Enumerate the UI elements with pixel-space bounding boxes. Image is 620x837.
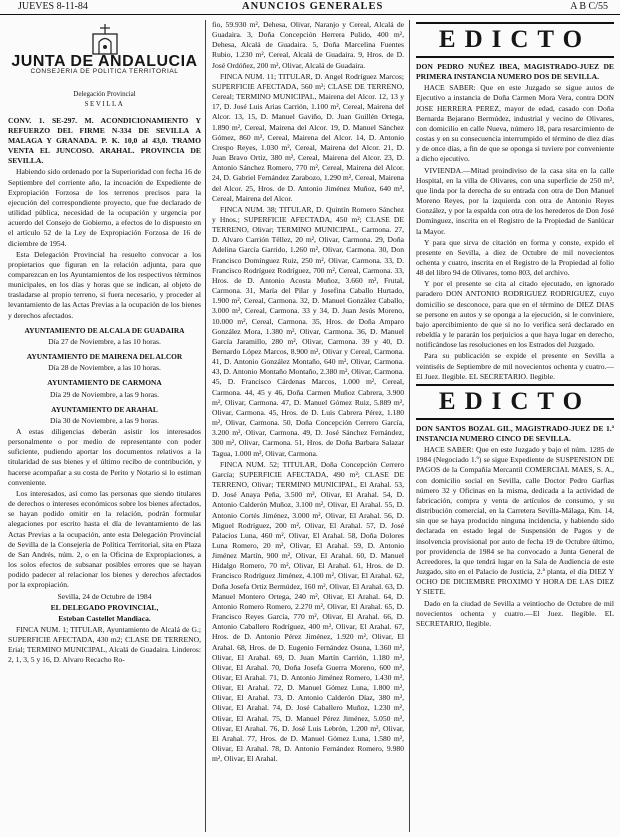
paragraph: HACE SABER: Que en este Juzgado y bajo el núm. 1285 de 1984 (Negociado 1.º) se sigue Expediente de SUSPENSION DE PAGOS de la Compañía Mercantil COMERCIAL MAES, S. A., con domicilio social en Sevilla, calle Doctor Pedro Garfias número 32 y Oficinas en la misma, dedicada a la actividad de fabricación, compra y venta de artículos de consumo, y su distribución comercial, en la Carretera Sevilla-Málaga, Km. 14, sin que se haya producido ninguna incidencia, y habiendo sido declarada en estado legal de Suspensión de Pagos y de insolvencia provisional por auto de fecha 19 de Octubre último, por providencia de 1984 se ha convocado a Junta General de Acreedores, la que tendrá lugar en la Sala de Audiencia de este Juzgado, sito en el Palacio de Justicia, 2.ª planta, el día DIEZ Y OCHO DE DICIEMBRE PROXIMO Y HORA DE LAS DIEZ Y SIETE. bbox=[416, 445, 614, 597]
ayuntamiento-name: AYUNTAMIENTO DE ARAHAL bbox=[51, 404, 158, 414]
paragraph: Para su publicación se expide el presente en Sevilla a veintiséis de Septiembre de mil novecientos ochenta y cuatro.—El Juez. Ilegible. EL SECRETARIO. Ilegible. bbox=[416, 351, 614, 381]
ayuntamiento-name: AYUNTAMIENTO DE MAIRENA DEL ALCOR bbox=[26, 352, 183, 362]
header-section-title: ANUNCIOS GENERALES bbox=[242, 1, 384, 12]
ayuntamiento-date: Día 29 de Noviembre, a las 9 horas. bbox=[49, 389, 160, 399]
ayuntamiento-date: Día 30 de Noviembre, a las 9 horas. bbox=[49, 415, 160, 425]
paragraph: Esta Delegación Provincial ha resuelto convocar a los propietarios que figuran en la relación adjunta, para que comparezcan en los Ayuntamientos de los respectivos términos municipales, en los días y horas que se indican, al objeto de trasladarse al propio terreno, si fuera necesario, y proceder al levantamiento de las Actas Previas a la ocupación de los bienes y derechos afectados. bbox=[8, 249, 201, 320]
column-divider bbox=[205, 20, 206, 832]
consejeria-name: CONSEJERIA DE POLITICA TERRITORIAL bbox=[30, 68, 179, 76]
edicto-title: EDICTO bbox=[416, 22, 614, 58]
paragraph: Los interesados, así como las personas que siendo titulares de derechos o intereses económicos sobre los bienes afectados, se hayan podido omitir en la relación, podrán formular alegaciones por escrito hasta el día de levantamiento de las Actas Previas a la ocupación, ante esta Delegación Provincial de Sevilla de la Consejería de Política Territorial, sita en Plaza de San Andrés, núm. 2, o en la Oficina de Expropiaciones, a los solos efectos de subsanar posibles errores que se hayan podido padecer al relacionar los bienes y derechos afectados por la expropiación. bbox=[8, 488, 201, 590]
page-header bbox=[0, 0, 620, 15]
column-middle bbox=[212, 20, 404, 832]
paragraph: Habiendo sido ordenado por la Superioridad con fecha 16 de Septiembre del corriente año, la incoación de Expediente de Expropiación Forzosa de los terrenos precisos para la ejecución del correspondiente proyecto, que fue declarado de utilidad pública, necesidad de la ocupación y urgencia por acuerdo del Consejo de Gobierno, a efectos de lo dispuesto en el artículo 52 de la Ley de Expropiación Forzosa de 16 de diciembre de 1954. bbox=[8, 167, 201, 248]
paragraph: FINCA NUM. 38; TITULAR, D. Quintín Romero Sánchez y Hnos.; SUPERFICIE AFECTADA, 450 m²; CLASE DE TERRENO, Olivar; TERMINO MUNICIPAL, Carmona. 27, D. Alvaro Carrión Téllez, 20 m², Olivar, Carmona. 29, Doña Adelina García Garrido, 1.260 m², Olivar, Carmona. 30, Don Francisco Domínguez Ruiz, 250 m², Olivar, Carmona. 33, D. Francisco Rodríguez Rodríguez, 700 m², Cereal, Carmona. 33, Hros. de D. Antonio Acosta Muñoz, 3.660 m², Frutal, Carmona. 31, María del Pilar y Josefina Caballo Hurtado, 1.900 m², Cereal, Carmona. 32, D. Manuel González Caballo, 3.000 m², Cereal, Carmona. 33 y 34, D. Juan Jesús Moreno, 10.000 m², Cereal, Carmona. 35, Hros. de Doña Amparo González Mora, 1.380 m², Olivar, Carmona. 36, D. Manuel García Jaramillo, 280 m², Olivar, Carmona. 39 y 40, D. Bernardo López Marcos, 8.900 m², Olivar y Cereal, Carmona. 41, D. Antonio González Montaño, 640 m², Olivar, Carmona. 43, D. Antonio Montaño Montaño, 2.380 m², Olivar, Carmona. 45, D. Francisco Cárdenas Marcos, 1.000 m², Cereal, Carmona. 44, 45 y 46, Doña Carmen Muñoz Cabrera, 3.900 m², Olivar, Carmona. 47, D. Manuel Gómez Ruiz, 5.889 m², Olivar, Carmona. 45, Hros. de D. Luis Cabrera Pérez, 1.180 m², Olivar, Carmona. 50, Doña Concepción Cerrero García, 3.200 m², Olivar, Carmona. 49, D. José Sánchez Fernández, 300 m², Olivar, Carmona. 51, Hros. de Doña Barbara Salazar Tagua, 1.000 m², Olivar, Carmona. bbox=[212, 204, 404, 458]
paragraph: A estas diligencias deberán asistir los interesados personalmente o por medio de representante con poder suficiente, pudiendo aportar los documentos relativos a la titularidad de sus bienes y el último recibo de contribución, y hacerse acompañar a su costa de Perito y Notario si lo estiman conveniente. bbox=[8, 427, 201, 487]
edicto-heading: DON SANTOS BOZAL GIL, MAGISTRADO-JUEZ DE 1.ª INSTANCIA NUMERO CINCO DE SEVILLA. bbox=[416, 423, 614, 443]
ayuntamiento-date: Día 27 de Noviembre, a las 10 horas. bbox=[48, 336, 161, 346]
ayuntamiento-date: Día 28 de Noviembre, a las 10 horas. bbox=[48, 363, 161, 373]
paragraph: Y por el presente se cita al citado ejecutado, en ignorado paradero DON ANTONIO RODRIGUEZ RODRIGUEZ, cuyo domicilio se desconoce, para que en el término de DIEZ DIAS se persone en autos y se oponga a la ejecución, si le conviniere, bajo apercibimiento de que si no lo verifica será declarado en rebeldía y le pararán los perjuicios a que haya lugar en derecho, notificándose las resoluciones en los Estrados del Juzgado. bbox=[416, 279, 614, 350]
edicto-heading: DON PEDRO NUÑEZ IBEA, MAGISTRADO-JUEZ DE PRIMERA INSTANCIA NUMERO DOS DE SEVILLA. bbox=[416, 62, 614, 82]
org-name: JUNTA DE ANDALUCIA bbox=[11, 53, 198, 70]
column-left bbox=[8, 20, 201, 832]
signature-name: Esteban Castellet Mandiaca. bbox=[58, 613, 151, 623]
junta-andalucia-emblem-icon bbox=[90, 22, 120, 56]
column-divider bbox=[409, 20, 410, 832]
paragraph: VIVIENDA.—Mitad proindiviso de la casa sita en la calle Hospital, en la villa de Olivares, con una superficie de 250 m², que linda por la derecha de su entrada con otra de Don Manuel Moreno Reyes, por la izquierda con otra de Antonio Reyes González, y por la espalda con otra de los herederos de Don José Domínguez, inscrita en el Registro de la Propiedad de Sanlúcar la Mayor. bbox=[416, 165, 614, 236]
delegation-city: SEVILLA bbox=[84, 100, 125, 109]
header-page-number: A B C/55 bbox=[570, 1, 608, 12]
notice-heading: CONV. 1. SE-297. M. ACONDICIONAMIENTO Y REFUERZO DEL FIRME N-334 DE SEVILLA A MALAGA Y GRANADA. P. K. 10,0 al 43,0. TRAMO VENTA EL JUNCOSO. ARAHAL. PROVINCIA DE SEVILLA. bbox=[8, 115, 201, 166]
signature-date: Sevilla, 24 de Octubre de 1984 bbox=[57, 591, 152, 601]
column-right bbox=[416, 20, 614, 832]
paragraph: FINCA NUM. 11; TITULAR, D. Angel Rodríguez Marcos; SUPERFICIE AFECTADA, 560 m²; CLASE DE TERRENO, Cereal; TERMINO MUNICIPAL, Mairena del Alcor. 12, 13 y 17, D. José Luis Arias Carrión, 1.100 m², Cereal, Mairena del Alcor. 13, 15, D. Manuel Gaviño, D. Juan Guillén Ortega, 1.890 m², Cereal, Mairena del Alcor. 19, D. Manuel Sánchez Gómez, 860 m², Cereal, Mairena del Alcor. 14, D. Antonio Crespo Reyes, 1.030 m², Cereal, Mairena del Alcor. 21, D. Juan Bravo Ortiz, 380 m², Cereal, Mairena del Alcor. 23, D. Antonio Sánchez Romero, 770 m², Cereal, Mairena del Alcor. 24, D. Gabriel Fernández Zarabozo, 1.290 m², Cereal, Mairena del Alcor. 25, Hros. de D. Antonio Jiménez Muñoz, 640 m², Cereal, Mairena del Alcor. bbox=[212, 71, 404, 203]
paragraph: FINCA NUM. 52; TITULAR, Doña Concepción Cerrero García; SUPERFICIE AFECTADA, 490 m²; CLASE DE TERRENO, Olivar; TERMINO MUNICIPAL, El Arahal. 53, D. José Anaya Peña, 3.500 m², Olivar, El Arahal. 54, D. Antonio Calderón Muñoz, 3.100 m², Olivar, El Arahal. 55, D. Antonio Cortés Jiménez, 3.000 m², Olivar, El Arahal. 56, D. Miguel Rodríguez, 200 m², Olivar, El Arahal. 57, D. José Palacios Luna, 460 m², Olivar, El Arahal. 58, Doña Dolores Luna Romero, 20 m², Olivar, El Arahal. 59, D. Antonio Jiménez Martín, 900 m², Olivar, El Arahal. 60, D. Manuel Hidalgo Romero, 70 m², Olivar, El Arahal. 61, Hros. de D. Francisco Rodríguez Jiménez, 4.100 m², Olivar, El Arahal. 62, Doña Josefa Ortiz Bermúdez, 160 m², Olivar, El Arahal. 63, D. Manuel Montero Ortega, 240 m², Olivar, El Arahal. 64, D. Antonio Romero Romero, 2.270 m², Olivar, El Arahal. 65, D. Francisco Reyes García, 770 m², Olivar, El Arahal. 66, D. Antonio Caballero Rodríguez, 400 m², Olivar, El Arahal. 67, Hros. de D. Antonio Pérez Jiménez, 1.920 m², Olivar, El Arahal. 68, Hros. de D. Eugenio Fernández Osuna, 1.360 m², Olivar, El Arahal. 69, D. Juan Martín Carrión, 1.180 m², Olivar, El Arahal. 70, Doña Josefa Guerra Moreno, 600 m², Olivar, El Arahal. 71, D. Antonio Jiménez Romero, 1.430 m², Olivar, El Arahal. 72, D. Manuel Gómez Luna, 1.800 m², Olivar, El Arahal. 73, D. Antonio Calderón Díaz, 380 m², Olivar, El Arahal. 74, D. José Caballero Muñoz, 1.230 m², Olivar, El Arahal. 75, D. Manuel Pérez Jiménez, 5.050 m², Olivar, El Arahal. 76, D. José Luis Lebrón, 1.200 m², Olivar, El Arahal. 77, Hros. de D. Manuel Gómez Luna, 1.580 m², Olivar, El Arahal. 78, D. Antonio Fernández Romero, 9.980 m², Olivar, El Arahal. bbox=[212, 459, 404, 764]
header-date: JUEVES 8-11-84 bbox=[18, 1, 88, 12]
paragraph: HACE SABER: Que en este Juzgado se sigue autos de Ejecutivo a instancia de Doña Carmen Mora Vera, contra DON JOSE HERRERA PEREZ, mayor de edad, casado con Doña Bernarda Bejarano Bermúdez, industrial y vecino de Olivares, con domicilio en calle Nueva, número 18, para resarcimiento de costas y en su consecuencia interrumpido el término de diez días y de once días, a fin de que se oponga si tuviere por conveniente a dicho ejecutivo. bbox=[416, 83, 614, 164]
paragraph: fio, 59.930 m², Dehesa, Olivar, Naranjo y Cereal, Alcalá de Guadaira. 3, Doña Concepción Herrera Pulido, 400 m², Dehesa, Alcalá de Guadaira. 5, Doña Marcelina Fuentes Rubio, 1.230 m², Cereal, Alcalá de Guadaira. 9, Hros. de D. José Ordóñez, 200 m², Olivar, Alcalá de Guadaira. bbox=[212, 20, 404, 70]
delegation-name: Delegación Provincial bbox=[73, 90, 136, 99]
ayuntamiento-name: AYUNTAMIENTO DE ALCALA DE GUADAIRA bbox=[24, 325, 185, 335]
edicto-title: EDICTO bbox=[416, 384, 614, 420]
signature-title: EL DELEGADO PROVINCIAL, bbox=[50, 602, 159, 612]
ayuntamiento-name: AYUNTAMIENTO DE CARMONA bbox=[47, 378, 162, 388]
paragraph: Y para que sirva de citación en forma y conste, expido el presente en Sevilla, a diez de Octubre de mil novecientos ochenta y cuatro, inscrita en el Registro de la Propiedad al folio 48 del libro 94 de Olivares, tomo 803, del archivo. bbox=[416, 237, 614, 278]
paragraph: FINCA NUM. 1; TITULAR, Ayuntamiento de Alcalá de G.; SUPERFICIE AFECTADA, 430 m2; CLASE DE TERRENO, Erial; TERMINO MUNICIPAL, Alcalá de Guadaira. Linderos: 2, 1, 3, 5 y 16, D. Alvaro Recacho Ro- bbox=[8, 624, 201, 665]
paragraph: Dado en la ciudad de Sevilla a veintiocho de Octubre de mil novecientos ochenta y cuatro.—El Juez. Ilegible. EL SECRETARIO, Ilegible. bbox=[416, 598, 614, 628]
